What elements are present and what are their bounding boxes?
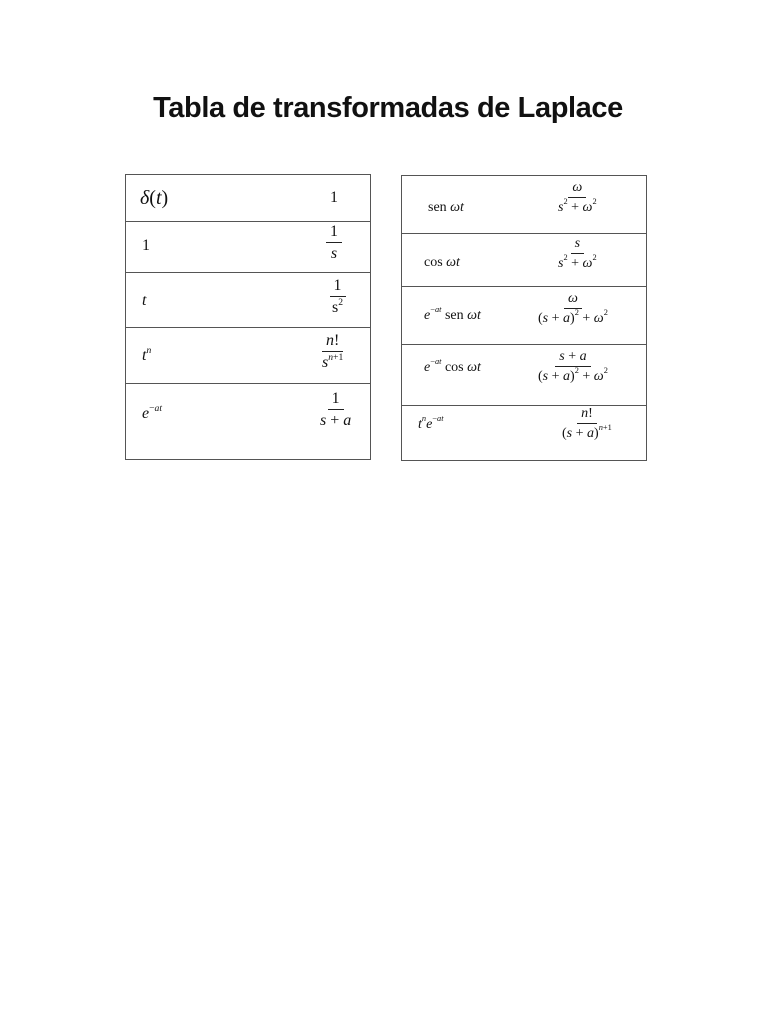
time-function-one: 1	[142, 237, 150, 254]
time-function-cos: cos ωt	[424, 255, 460, 270]
table-row	[126, 272, 370, 328]
table-row	[126, 221, 370, 273]
transform-sin: $\frac{\omega}{s^2 + \omega^2}$	[558, 180, 597, 215]
time-function-tn-exp: $t^ne^{-at}$	[418, 414, 444, 432]
laplace-table-basic	[125, 174, 371, 460]
table-row	[126, 327, 370, 384]
time-function-exp-sin: $e^{-at}$ sen ωt	[424, 305, 481, 323]
time-function-t: t	[142, 292, 147, 309]
time-function-sin: sen ωt	[428, 200, 464, 215]
transform-exp-sin: $\frac{\omega}{(s + a)^2 + \omega^2}$	[538, 291, 608, 326]
table-row	[402, 405, 646, 460]
table-row	[126, 175, 370, 222]
time-function-exp-cos: $e^{-at}$ cos ωt	[424, 357, 481, 375]
time-function-exp: $e^{-at}$	[142, 402, 162, 422]
laplace-table-trig	[401, 175, 647, 461]
transform-cos: $\frac{s}{s^2 + \omega^2}$	[558, 236, 597, 271]
transform-tn: $\frac{n!}{s^{n+1}}$	[322, 332, 344, 371]
transform-exp: $\frac{1}{s + a}$	[320, 390, 352, 429]
transform-one: $\frac{1}{s}$	[326, 224, 342, 262]
page-title: Tabla de transformadas de Laplace	[153, 92, 623, 124]
transform-t: $\frac{1}{s^2}$	[328, 278, 347, 316]
table-row	[402, 233, 646, 287]
transform-exp-cos: $\frac{s + a}{(s + a)^2 + \omega^2}$	[538, 349, 608, 384]
time-function-tn: $t^n$	[142, 344, 152, 364]
table-row	[402, 286, 646, 345]
transform-tn-exp: $\frac{n!}{(s + a)^{n+1}}$	[562, 406, 612, 441]
table-row	[402, 344, 646, 406]
table-row	[126, 383, 370, 459]
transform-delta: 1	[330, 189, 338, 206]
table-row	[402, 176, 646, 234]
time-function-delta: δ(t)	[140, 187, 169, 209]
